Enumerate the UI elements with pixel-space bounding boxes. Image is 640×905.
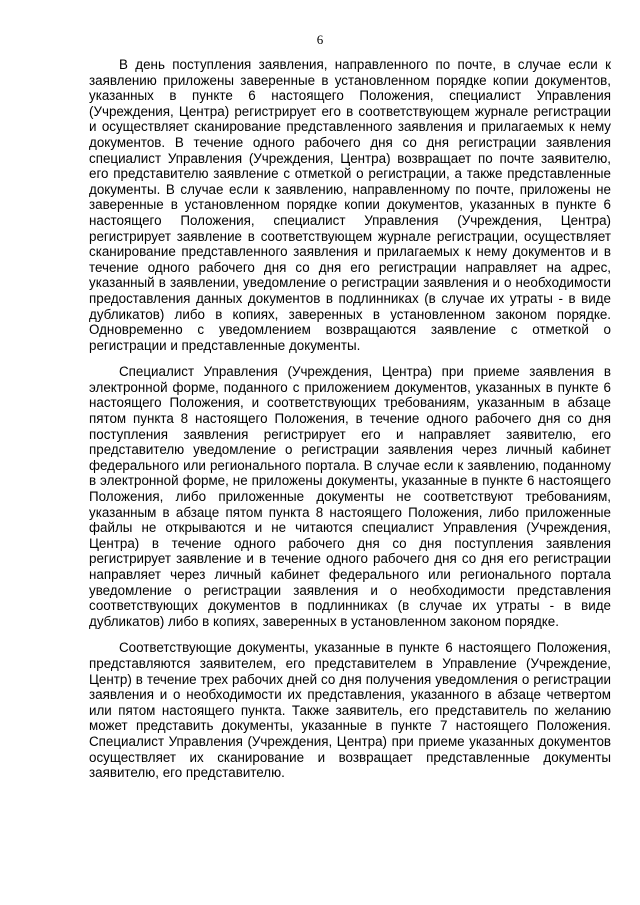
paragraph-documents-submission: Соответствующие документы, указанные в пункте 6 настоящего Положения, представляются заявителем, его представителем в Управление (Учреждение, Центр) в течение трех рабочих дней со дня получения уведомления о регистрации заявления и о необходимости их представления, указанного в абзаце четвертом или пятом настоящего пункта. Также заявитель, его представитель по желанию может представить документы, указанные в пункте 7 настоящего Положения. Специалист Управления (Учреждения, Центра) при приеме указанных документов осуществляет их сканирование и возвращает представленные документы заявителю, его представителю. xyxy=(89,640,611,781)
document-body xyxy=(89,57,611,781)
page-number: 6 xyxy=(316,32,324,47)
paragraph-mail-application: В день поступления заявления, направленного по почте, в случае если к заявлению приложены заверенные в установленном порядке копии документов, указанных в пункте 6 настоящего Положения, специалист Управления (Учреждения, Центра) регистрирует его в соответствующем журнале регистрации и осуществляет сканирование представленного заявления и прилагаемых к нему документов. В течение одного рабочего дня со дня регистрации заявления специалист Управления (Учреждения, Центра) возвращает по почте заявителю, его представителю заявление с отметкой о регистрации, а также представленные документы. В случае если к заявлению, направленному по почте, приложены не заверенные в установленном порядке копии документов, указанных в пункте 6 настоящего Положения, специалист Управления (Учреждения, Центра) регистрирует заявление в соответствующем журнале регистрации, осуществляет сканирование представленного заявления и прилагаемых к нему документов и в течение одного рабочего дня со дня его регистрации направляет на адрес, указанный в заявлении, уведомление о регистрации заявления и о необходимости предоставления данных документов в подлинниках (в случае их утраты - в виде дубликатов) либо в копиях, заверенных в установленном законом порядке. Одновременно с уведомлением возвращаются заявление с отметкой о регистрации и представленные документы. xyxy=(89,57,611,353)
paragraph-electronic-application: Специалист Управления (Учреждения, Центра) при приеме заявления в электронной форме, поданного с приложением документов, указанных в пункте 6 настоящего Положения, и соответствующих требованиям, указанным в абзаце пятом пункта 8 настоящего Положения, в течение одного рабочего дня со дня поступления заявления регистрирует его и направляет заявителю, его представителю уведомление о регистрации заявления через личный кабинет федерального или регионального портала. В случае если к заявлению, поданному в электронной форме, не приложены документы, указанные в пункте 6 настоящего Положения, либо приложенные документы не соответствуют требованиям, указанным в абзаце пятом пункта 8 настоящего Положения, либо приложенные файлы не открываются и не читаются специалист Управления (Учреждения, Центра) в течение одного рабочего дня со дня поступления заявления регистрирует заявление и в течение одного рабочего дня со дня его регистрации направляет через личный кабинет федерального или регионального портала уведомление о регистрации заявления и о необходимости представления соответствующих документов в подлинниках (в случае их утраты - в виде дубликатов) либо в копиях, заверенных в установленном законом порядке. xyxy=(89,364,611,629)
